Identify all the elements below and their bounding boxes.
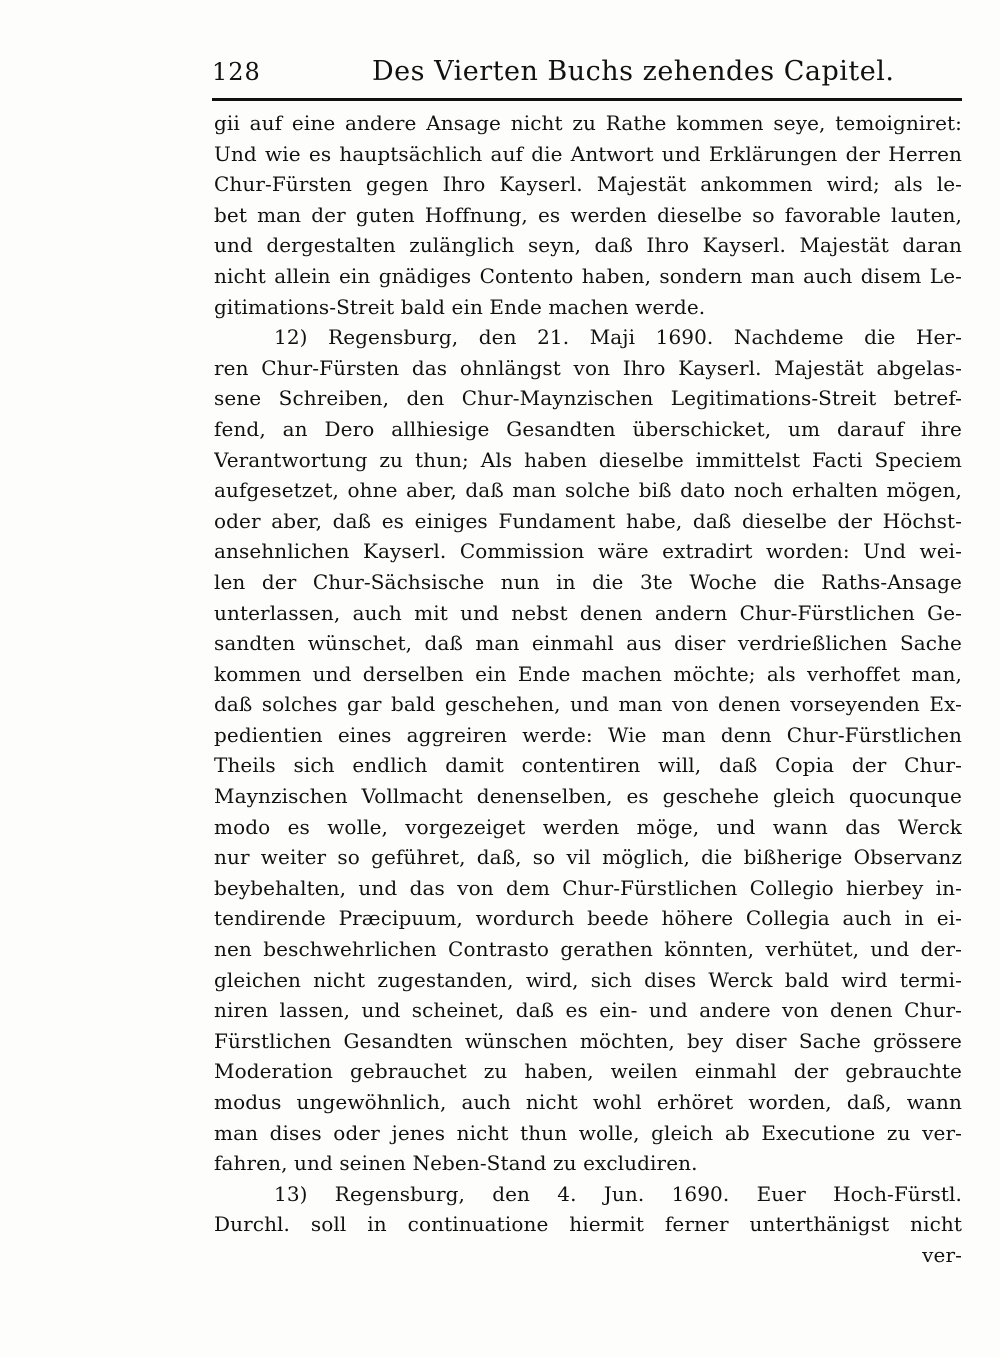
text-line: aufgesetzet, ohne aber, daß man solche biß dato noch erhalten mögen,: [214, 478, 962, 503]
text-line: sandten wünschet, daß man einmahl aus diser verdrießlichen Sache: [214, 631, 962, 656]
text-line: niren lassen, und scheinet, daß es ein- und andere von denen Chur-: [214, 998, 962, 1023]
text-line: beybehalten, und das von dem Chur-Fürstlichen Collegio hierbey in-: [214, 875, 962, 900]
header-rule: [212, 98, 962, 101]
text-line: nur weiter so geführet, daß, so vil möglich, die bißherige Observanz: [214, 845, 962, 870]
text-line: nicht allein ein gnädiges Contento haben, sondern man auch disem Le-: [214, 263, 962, 288]
text-line: Verantwortung zu thun; Als haben dieselbe immittelst Facti Speciem: [214, 447, 962, 472]
text-line: pedientien eines aggreiren werde: Wie man denn Chur-Fürstlichen: [214, 722, 962, 747]
text-line: Durchl. soll in continuatione hiermit ferner unterthänigst nicht: [214, 1212, 962, 1237]
text-line: man dises oder jenes nicht thun wolle, gleich ab Executione zu ver-: [214, 1120, 962, 1145]
text-line: Theils sich endlich damit contentiren will, daß Copia der Chur-: [214, 753, 962, 778]
text-line: fend, an Dero allhiesige Gesandten überschicket, um darauf ihre: [214, 416, 962, 441]
running-title: Des Vierten Buchs zehendes Capitel.: [372, 56, 895, 87]
text-line: Und wie es hauptsächlich auf die Antwort und Erklärungen der Herren: [214, 141, 962, 166]
text-line: nen beschwehrlichen Contrasto gerathen könnten, verhütet, und der-: [214, 937, 962, 962]
text-line: oder aber, daß es einiges Fundament habe, daß dieselbe der Höchst-: [214, 508, 962, 533]
text-line: modo es wolle, vorgezeiget werden möge, und wann das Werck: [214, 814, 962, 839]
catchword: ver-: [922, 1242, 962, 1267]
paragraph-12-start: 12) Regensburg, den 21. Maji 1690. Nachdeme die Her-: [274, 325, 962, 350]
text-line: len der Chur-Sächsische nun in die 3te Woche die Raths-Ansage: [214, 569, 962, 594]
body-text: [214, 108, 962, 1271]
text-line: gii auf eine andere Ansage nicht zu Rathe kommen seye, temoigniret:: [214, 111, 962, 135]
paragraph-13-start: 13) Regensburg, den 4. Jun. 1690. Euer Hoch-Fürstl.: [274, 1181, 962, 1206]
text-line: modus ungewöhnlich, auch nicht wohl erhöret worden, daß, wann: [214, 1090, 962, 1114]
text-line: gitimations-Streit bald ein Ende machen werde.: [214, 294, 706, 319]
text-line: Chur-Fürsten gegen Ihro Kayserl. Majestät ankommen wird; als le-: [214, 172, 962, 197]
text-line: Fürstlichen Gesandten wünschen möchten, bey diser Sache grössere: [214, 1028, 962, 1053]
text-line: tendirende Præcipuum, wordurch beede höhere Collegia auch in ei-: [214, 906, 962, 931]
text-line: kommen und derselben ein Ende machen möchte; als verhoffet man,: [214, 661, 962, 686]
text-line: Maynzischen Vollmacht denenselben, es geschehe gleich quocunque: [214, 784, 962, 809]
text-line: und dergestalten zulänglich seyn, daß Ihro Kayserl. Majestät daran: [214, 233, 962, 258]
page-number: 128: [212, 58, 261, 86]
text-line: ansehnlichen Kayserl. Commission wäre extradirt worden: Und wei-: [214, 539, 962, 564]
text-line: sene Schreiben, den Chur-Maynzischen Legitimations-Streit betref-: [214, 386, 962, 411]
page-header: [212, 52, 964, 94]
text-line: bet man der guten Hoffnung, es werden dieselbe so favorable lauten,: [214, 202, 962, 227]
text-line: ren Chur-Fürsten das ohnlängst von Ihro Kayserl. Majestät abgelas-: [214, 355, 962, 380]
text-line: unterlassen, auch mit und nebst denen andern Chur-Fürstlichen Ge-: [214, 600, 962, 625]
text-line: gleichen nicht zugestanden, wird, sich dises Werck bald wird termi-: [214, 967, 962, 992]
text-line: fahren, und seinen Neben-Stand zu excludiren.: [214, 1151, 698, 1176]
text-line: daß solches gar bald geschehen, und man von denen vorseyenden Ex-: [214, 692, 962, 717]
text-line: Moderation gebrauchet zu haben, weilen einmahl der gebrauchte: [214, 1059, 962, 1084]
